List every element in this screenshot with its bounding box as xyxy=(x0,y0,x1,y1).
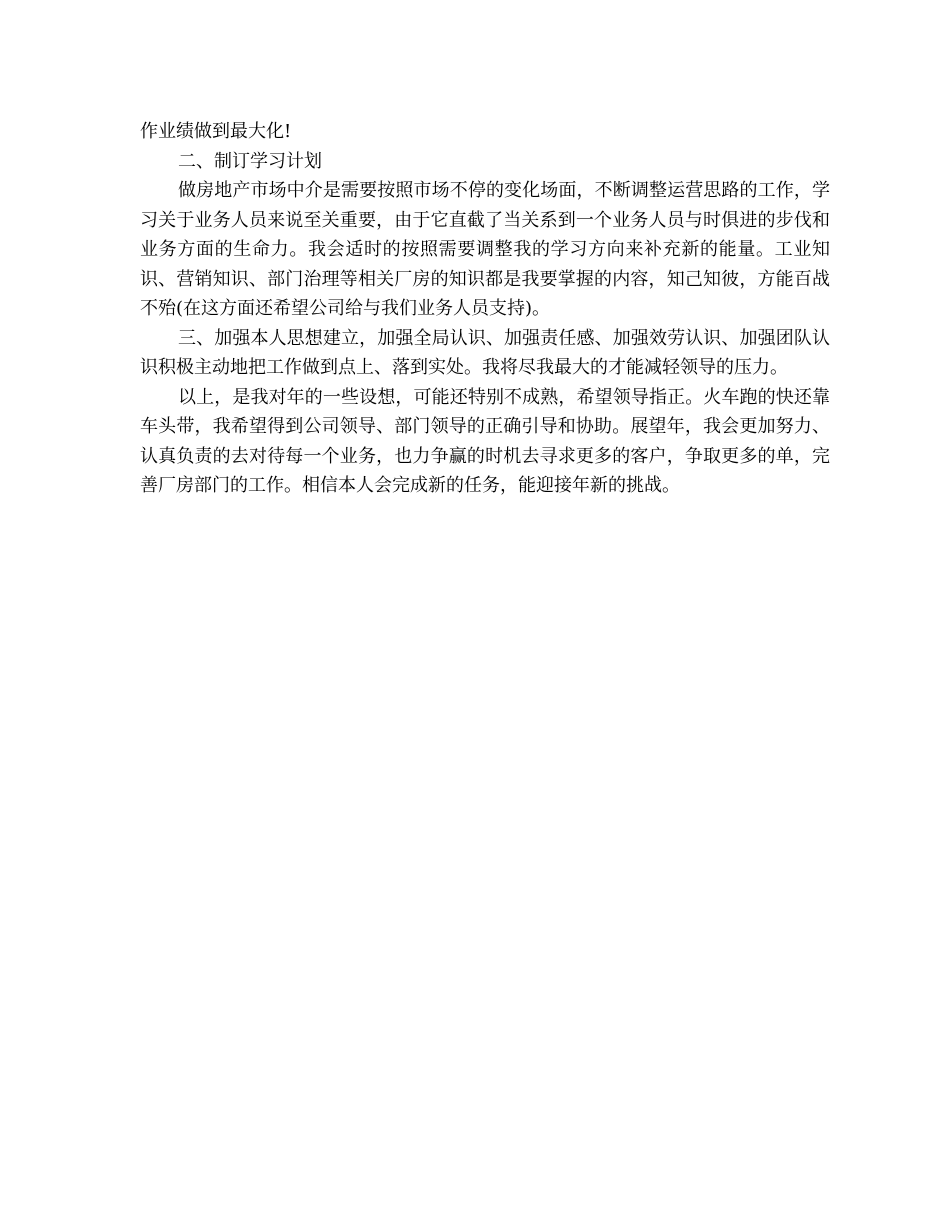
paragraph-continuation: 作业绩做到最大化! xyxy=(140,121,292,142)
document-body xyxy=(140,117,830,501)
section-heading-study-plan: 二、制订学习计划 xyxy=(178,150,322,172)
paragraph-conclusion: 以上，是我对年的一些设想，可能还特别不成熟，希望领导指正。火车跑的快还靠车头带，我希望得到公司领导、部门领导的正确引导和协助。展望年，我会更加努力、认真负责的去对待每一个业务，也力争赢的时机去寻求更多的客户，争取更多的单，完善厂房部门的工作。相信本人会完成新的任务，能迎接年新的挑战。 xyxy=(140,386,830,496)
paragraph-strengthen-thinking: 三、加强本人思想建立，加强全局认识、加强责任感、加强效劳认识、加强团队认识积极主动地把工作做到点上、落到实处。我将尽我最大的才能减轻领导的压力。 xyxy=(140,327,830,378)
paragraph-study-plan: 做房地产市场中介是需要按照市场不停的变化场面，不断调整运营思路的工作，学习关于业务人员来说至关重要，由于它直截了当关系到一个业务人员与时俱进的步伐和业务方面的生命力。我会适时的按照需要调整我的学习方向来补充新的能量。工业知识、营销知识、部门治理等相关厂房的知识都是我要掌握的内容，知己知彼，方能百战不殆(在这方面还希望公司给与我们业务人员支持)。 xyxy=(140,180,830,319)
